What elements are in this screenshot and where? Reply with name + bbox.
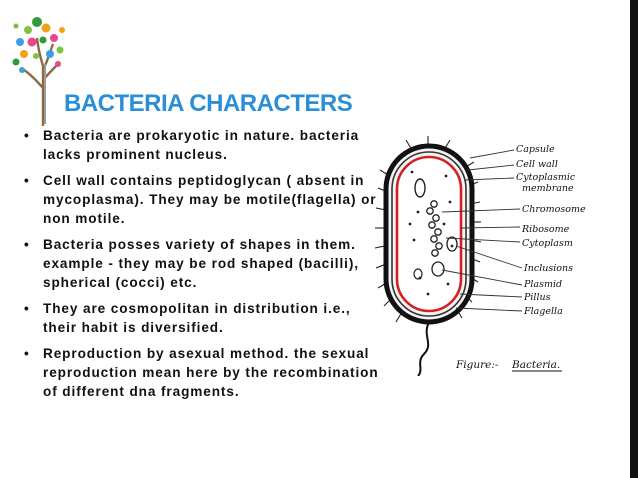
bullet-text: They are cosmopolitan in distribution i.e., their habit is diversified. [43,301,351,335]
slide-edge-bar [630,0,638,478]
bullet-item [22,126,382,164]
label-chromosome: Chromosome [522,204,586,215]
label-capsule: Capsule [516,144,555,155]
bullet-item [22,171,382,228]
caption-name: Bacteria. [512,359,561,371]
bullet-text: Bacteria are prokaryotic in nature. bacteria lacks prominent nucleus. [43,128,360,162]
bacterium-illustration [375,136,481,376]
label-flagella: Flagella [524,306,563,317]
bullet-item [22,299,382,337]
label-cytoplasm: Cytoplasm [522,238,573,249]
bullet-dot: • [24,128,30,143]
label-cytoplasmic: Cytoplasmic [516,172,576,183]
decor-line [44,64,46,124]
figure-caption [455,359,562,371]
label-ribosome: Ribosome [522,224,570,235]
tree-icon [10,8,66,126]
bullet-dot: • [24,346,30,361]
label-plasmid: Plasmid [524,279,563,290]
bullet-text: Reproduction by asexual method. the sexual reproduction mean here by the recombination of different dna fragments. [43,346,379,399]
label-membrane: membrane [522,183,574,194]
bullet-item [22,235,382,292]
bullet-dot: • [24,301,30,316]
bullet-item [22,344,382,401]
label-cell-wall: Cell wall [516,159,558,170]
bullet-dot: • [24,173,30,188]
label-pillus: Pillus [524,292,551,303]
slide-title: BACTERIA CHARACTERS [64,90,353,117]
bullet-text: Bacteria posses variety of shapes in them. example - they may be rod shaped (bacilli), spherical (cocci) etc. [43,237,359,290]
bullet-list [22,126,382,408]
caption-prefix: Figure:- [456,359,499,371]
label-inclusions: Inclusions [524,263,573,274]
bullet-text: Cell wall contains peptidoglycan ( absent in mycoplasma). They may be motile(flagella) or non motile. [43,173,377,226]
bullet-dot: • [24,237,30,252]
bacteria-figure [372,128,628,376]
figure-labels [516,144,586,317]
